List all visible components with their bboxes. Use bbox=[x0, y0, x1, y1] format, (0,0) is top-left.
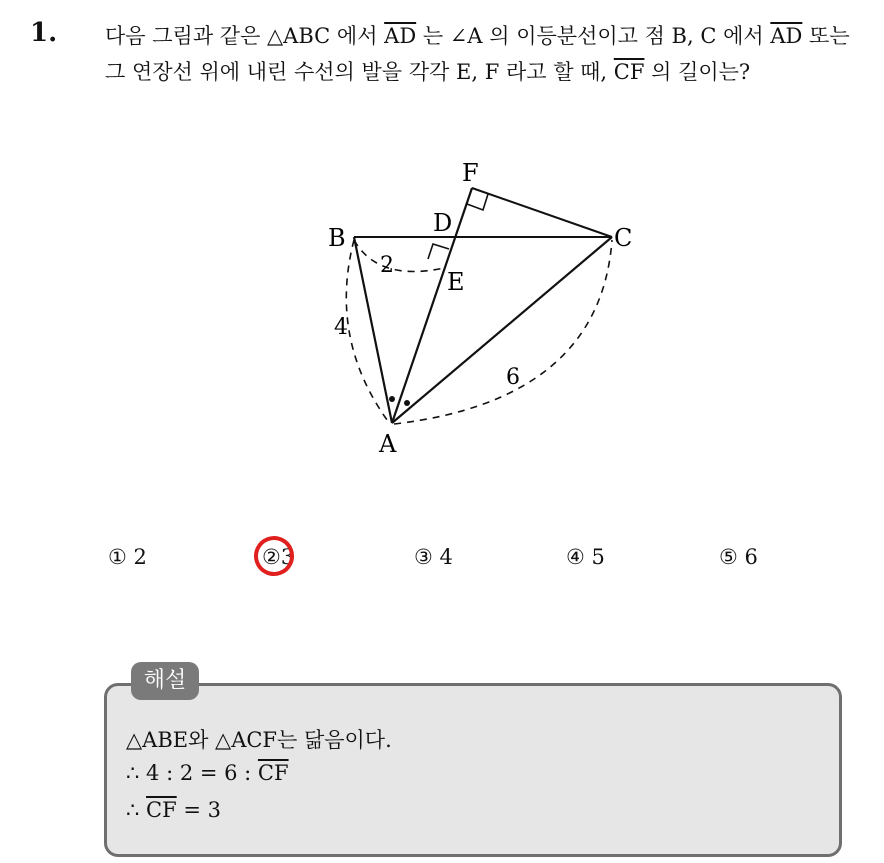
choice-number: ④ bbox=[566, 545, 585, 569]
right-angle-marker-e bbox=[428, 244, 449, 259]
choice-value: 4 bbox=[439, 545, 453, 569]
choice-5[interactable] bbox=[719, 545, 758, 569]
label-d: D bbox=[433, 209, 453, 237]
segment-cf: $\overline{CF}$ bbox=[257, 761, 289, 785]
length-ab: 4 bbox=[334, 315, 348, 340]
choice-number: ⑤ bbox=[719, 545, 738, 569]
solution-line-1: △ABE와 △ACF는 닮음이다. bbox=[126, 728, 392, 752]
selected-mark-circle bbox=[248, 530, 299, 581]
choice-2[interactable] bbox=[262, 545, 294, 569]
solution-line-3 bbox=[126, 798, 221, 822]
label-e: E bbox=[447, 268, 465, 296]
dashed-ac bbox=[394, 240, 612, 424]
label-f: F bbox=[462, 159, 479, 187]
solution-line-2 bbox=[126, 761, 289, 785]
answer-choices bbox=[0, 545, 884, 585]
solution-text: = 3 bbox=[176, 798, 221, 822]
label-c: C bbox=[614, 224, 633, 252]
angle-dot bbox=[404, 400, 410, 406]
choice-value: 3 bbox=[280, 545, 295, 569]
question-text-part: 의 길이는? bbox=[644, 60, 751, 84]
choice-value: 5 bbox=[591, 545, 605, 569]
triangle-figure bbox=[300, 150, 660, 470]
angle-dot bbox=[389, 396, 395, 402]
solution-text: ∴ bbox=[126, 798, 147, 822]
choice-number: ① bbox=[108, 545, 127, 569]
label-a: A bbox=[379, 430, 397, 458]
length-ac: 6 bbox=[506, 365, 520, 390]
choice-4[interactable] bbox=[566, 545, 605, 569]
question-text-part: 또는 그 연장선 위에 내린 수선의 발을 각각 E, F 라고 할 때, bbox=[105, 24, 850, 84]
question-text-part: 는 ∠A 의 이등분선이고 점 B, C 에서 bbox=[416, 24, 771, 48]
dashed-be bbox=[354, 240, 444, 272]
segment-cf-line bbox=[472, 188, 612, 237]
choice-value: 6 bbox=[744, 545, 758, 569]
segment-ad: $\overline{AD}$ bbox=[770, 24, 803, 48]
segment-cf: $\overline{CF}$ bbox=[146, 798, 177, 822]
question-text-part: 다음 그림과 같은 △ABC 에서 bbox=[105, 24, 385, 48]
question-number: 1. bbox=[30, 18, 58, 48]
choice-3[interactable] bbox=[414, 545, 453, 569]
length-be: 2 bbox=[380, 253, 394, 278]
segment-ac bbox=[392, 237, 612, 423]
solution-tag: 해설 bbox=[131, 662, 199, 700]
choice-number: ③ bbox=[414, 545, 433, 569]
segment-cf: $\overline{CF}$ bbox=[613, 60, 645, 84]
segment-ad: $\overline{AD}$ bbox=[384, 24, 417, 48]
choice-1[interactable] bbox=[108, 545, 147, 569]
label-b: B bbox=[328, 224, 346, 252]
question-text bbox=[105, 18, 865, 90]
solution-text: ∴ 4 : 2 = 6 : bbox=[126, 761, 258, 785]
choice-value: 2 bbox=[133, 545, 147, 569]
choice-number: ② bbox=[262, 545, 281, 569]
